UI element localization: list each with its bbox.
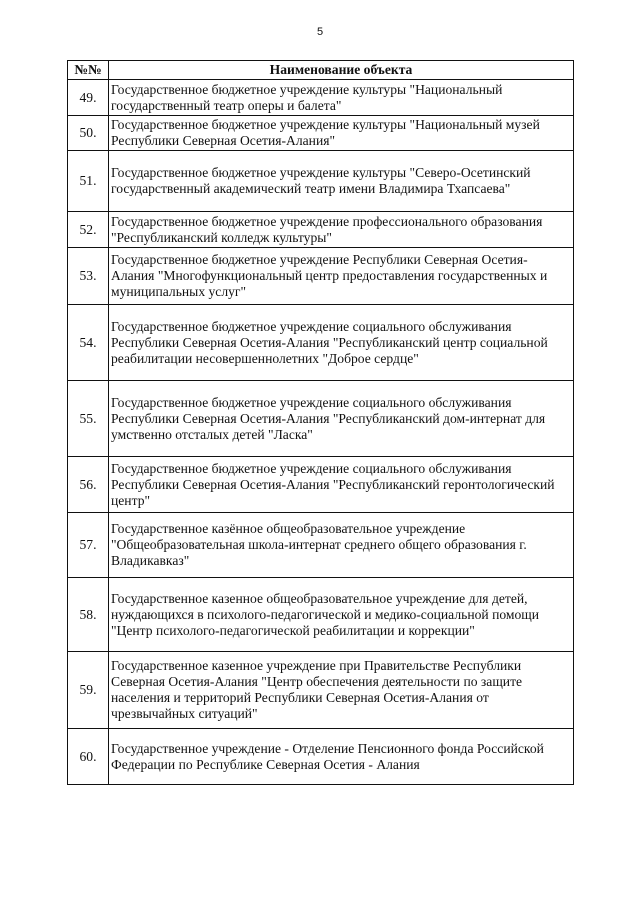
- page-number: 5: [316, 26, 324, 38]
- table-row: [68, 729, 574, 785]
- objects-table: [67, 60, 574, 785]
- table-row: [68, 381, 574, 457]
- table-row: [68, 305, 574, 381]
- row-number: 52.: [68, 212, 109, 248]
- row-number: 50.: [68, 116, 109, 151]
- table-row: [68, 116, 574, 151]
- row-number: 55.: [68, 381, 109, 457]
- row-number: 60.: [68, 729, 109, 785]
- row-object-name: Государственное бюджетное учреждение культуры "Национальный государственный театр оперы и балета": [109, 80, 574, 116]
- table-row: [68, 248, 574, 305]
- row-object-name: Государственное бюджетное учреждение Республики Северная Осетия-Алания "Многофункциональный центр предоставления государственных и муниципальных услуг": [109, 248, 574, 305]
- row-number: 49.: [68, 80, 109, 116]
- row-object-name: Государственное казённое общеобразовательное учреждение "Общеобразовательная школа-интернат среднего общего образования г. Владикавказ": [109, 513, 574, 578]
- row-number: 56.: [68, 457, 109, 513]
- row-object-name: Государственное бюджетное учреждение социального обслуживания Республики Северная Осетия-Алания "Республиканский геронтологический центр": [109, 457, 574, 513]
- column-header-name: Наименование объекта: [109, 61, 574, 80]
- table-row: [68, 457, 574, 513]
- table-row: [68, 652, 574, 729]
- row-number: 57.: [68, 513, 109, 578]
- row-number: 58.: [68, 578, 109, 652]
- table-row: [68, 212, 574, 248]
- column-header-number: №№: [68, 61, 109, 80]
- row-number: 59.: [68, 652, 109, 729]
- table-header-row: [68, 61, 574, 80]
- table-row: [68, 80, 574, 116]
- row-object-name: Государственное бюджетное учреждение социального обслуживания Республики Северная Осетия-Алания "Республиканский центр социальной реабилитации несовершеннолетних "Доброе сердце": [109, 305, 574, 381]
- table-row: [68, 578, 574, 652]
- row-object-name: Государственное бюджетное учреждение культуры "Северо-Осетинский государственный академический театр имени Владимира Тхапсаева": [109, 151, 574, 212]
- row-object-name: Государственное бюджетное учреждение социального обслуживания Республики Северная Осетия-Алания "Республиканский дом-интернат для умственно отсталых детей "Ласка": [109, 381, 574, 457]
- table-row: [68, 513, 574, 578]
- row-number: 51.: [68, 151, 109, 212]
- row-object-name: Государственное бюджетное учреждение профессионального образования "Республиканский колледж культуры": [109, 212, 574, 248]
- row-number: 53.: [68, 248, 109, 305]
- row-object-name: Государственное учреждение - Отделение Пенсионного фонда Российской Федерации по Республике Северная Осетия - Алания: [109, 729, 574, 785]
- table-row: [68, 151, 574, 212]
- row-number: 54.: [68, 305, 109, 381]
- row-object-name: Государственное казенное общеобразовательное учреждение для детей, нуждающихся в психолого-педагогической и медико-социальной помощи "Центр психолого-педагогической реабилитации и коррекции": [109, 578, 574, 652]
- row-object-name: Государственное казенное учреждение при Правительстве Республики Северная Осетия-Алания "Центр обеспечения деятельности по защите населения и территорий Республики Северная Осетия-Алания от чрезвычайных ситуаций": [109, 652, 574, 729]
- row-object-name: Государственное бюджетное учреждение культуры "Национальный музей Республики Северная Осетия-Алания": [109, 116, 574, 151]
